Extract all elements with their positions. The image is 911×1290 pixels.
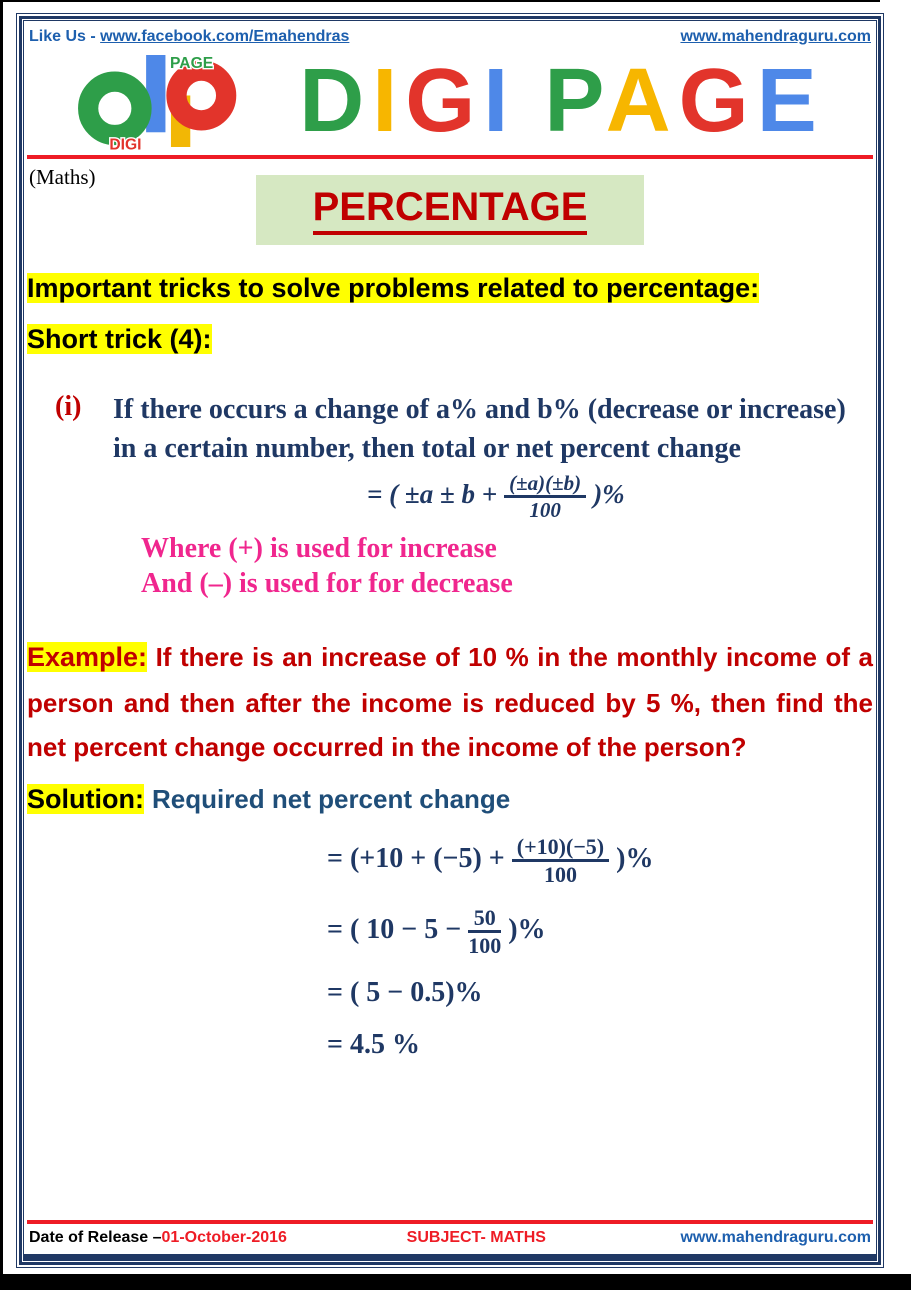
page-title: PERCENTAGE	[313, 185, 588, 235]
trick-body: If there occurs a change of a% and b% (decrease or increase) in a certain number, then total or net percent change	[113, 394, 846, 464]
page-title-box	[256, 175, 644, 245]
subject-tag: (Maths)	[29, 165, 96, 189]
masthead	[27, 50, 873, 152]
page-edge-bottom	[0, 1274, 911, 1290]
solution-lead: Required net percent change	[151, 783, 511, 814]
solution-steps	[327, 815, 873, 1061]
trick-marker: (i)	[55, 391, 82, 422]
title-row	[27, 165, 873, 247]
trick-formula: = ( ±a ± b + $\frac{(\pm a)(\pm b)}{100}$ )%	[367, 471, 625, 523]
like-us-label: Like Us -	[29, 28, 101, 45]
footer-area	[27, 1220, 873, 1254]
note-increase: Where (+) is used for increase	[141, 533, 497, 565]
wordmark-letter: A	[605, 51, 679, 151]
footer-subject: SUBJECT- MATHS	[406, 1229, 546, 1246]
solution-step-2: = ( 10 − 5 − $\frac{50}{100}$ )%	[327, 904, 546, 958]
wordmark-letter: P	[544, 51, 606, 151]
fraction: $\frac{(+10)(-5)}{100}$	[512, 835, 609, 886]
example-paragraph	[27, 635, 873, 769]
logo-page-label: PAGE	[170, 54, 214, 72]
like-us-block	[29, 28, 349, 46]
wordmark-letter: D	[299, 51, 373, 151]
fraction: $\frac{50}{100}$	[468, 904, 502, 958]
solution-heading	[27, 784, 873, 815]
logo-green-d	[88, 82, 141, 135]
wordmark-letter: E	[756, 51, 825, 151]
example-label: Example:	[27, 642, 148, 673]
solution-step-1: = (+10 + (−5) + $\frac{(+10)(-5)}{100}$ )%	[327, 833, 654, 887]
release-date-value: 01-October-2016	[161, 1229, 287, 1246]
red-divider-top	[27, 155, 873, 159]
intro-section	[27, 273, 873, 375]
fraction: $\frac{(\pm a)(\pm b)}{100}$	[504, 472, 586, 521]
trick-block	[27, 391, 873, 468]
facebook-link[interactable]: www.facebook.com/Emahendras	[100, 28, 350, 45]
intro-line-2: Short trick (4):	[27, 324, 212, 354]
intro-line-1: Important tricks to solve problems related to percentage:	[27, 273, 760, 303]
page-edge-left	[0, 0, 3, 1290]
solution-label: Solution:	[27, 783, 144, 814]
logo-red-p	[176, 71, 226, 121]
release-date-label: Date of Release –	[29, 1229, 162, 1246]
digi-page-logo	[67, 49, 251, 153]
site-link-bottom[interactable]: www.mahendraguru.com	[680, 1229, 871, 1246]
wordmark-letter: G	[405, 51, 484, 151]
release-date	[29, 1229, 345, 1247]
footer-row	[27, 1224, 873, 1254]
digi-page-wordmark	[251, 51, 873, 151]
wordmark-letter: I	[483, 51, 517, 151]
solution-step-4: = 4.5 %	[327, 1028, 420, 1060]
wordmark-letter: G	[678, 51, 757, 151]
solution-step-3: = ( 5 − 0.5)%	[327, 976, 483, 1008]
note-decrease: And (–) is used for for decrease	[141, 568, 513, 600]
wordmark-letter: I	[372, 51, 406, 151]
page-edge-top	[0, 0, 880, 2]
site-link-top[interactable]: www.mahendraguru.com	[680, 28, 871, 45]
trick-notes	[141, 531, 873, 601]
example-text: If there is an increase of 10 % in the monthly income of a person and then after the income is reduced by 5 %, then find the net percent change occurred in the income of the person?	[27, 642, 873, 763]
page-frame	[16, 13, 884, 1268]
logo-digi-label: DIGI	[109, 136, 142, 153]
header-links-row	[27, 21, 873, 46]
